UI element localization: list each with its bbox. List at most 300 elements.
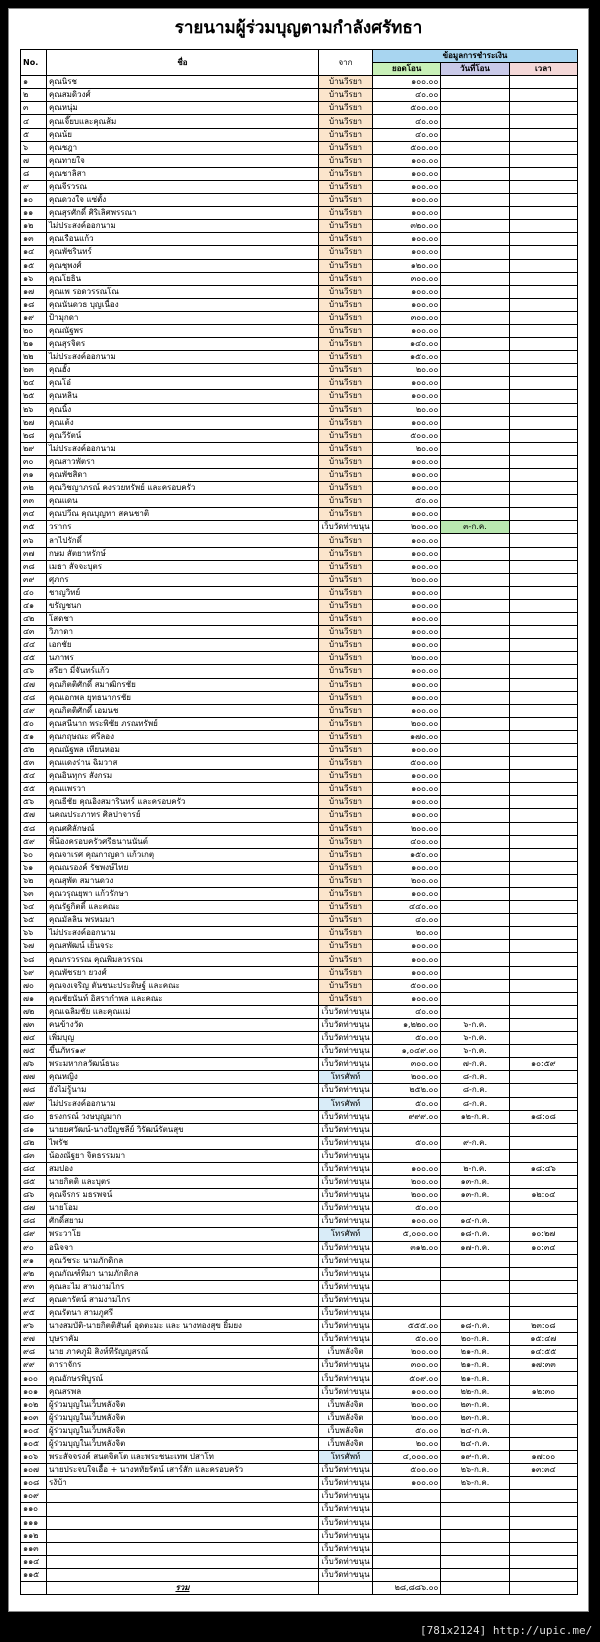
row-no: ๘๙ [21, 1228, 47, 1241]
row-time: ๑๐:๕๙ [509, 1058, 577, 1071]
row-date: ๑๓-ก.ค. [441, 1189, 509, 1202]
row-name [47, 1542, 319, 1555]
row-name: พระวาโย [47, 1228, 319, 1241]
row-time [509, 1477, 577, 1490]
row-date [441, 298, 509, 311]
row-time [509, 966, 577, 979]
row-date [441, 573, 509, 586]
row-time [509, 743, 577, 756]
table-row [21, 1490, 578, 1503]
row-time [509, 678, 577, 691]
table-row [21, 377, 578, 390]
row-no: ๙๕ [21, 1307, 47, 1320]
row-date [441, 469, 509, 482]
table-row [21, 796, 578, 809]
row-no: ๑๐๗ [21, 1464, 47, 1477]
header-name: ชื่อ [47, 50, 319, 76]
row-name: ป้ามุกดา [47, 311, 319, 324]
row-no: ๗๓ [21, 1018, 47, 1031]
row-no: ๖๘ [21, 953, 47, 966]
row-amount: ๒๐.๐๐ [373, 442, 441, 455]
row-date [441, 429, 509, 442]
row-name: คุณเพ รอดวรรณโณ [47, 285, 319, 298]
row-time [509, 364, 577, 377]
row-amount [373, 1280, 441, 1293]
row-no: ๑๑๐ [21, 1503, 47, 1516]
row-amount: ๕๐.๐๐ [373, 1136, 441, 1149]
row-no: ๔๔ [21, 639, 47, 652]
row-no: ๑๐๓ [21, 1411, 47, 1424]
row-name: คุณทายใจ [47, 154, 319, 167]
row-time [509, 285, 577, 298]
row-amount: ๔๔๐.๐๐ [373, 901, 441, 914]
row-no: ๗๘ [21, 1084, 47, 1097]
table-row [21, 1346, 578, 1359]
table-row [21, 482, 578, 495]
row-amount: ๔๐.๐๐ [373, 914, 441, 927]
row-no: ๔๓ [21, 626, 47, 639]
row-date [441, 966, 509, 979]
row-date [441, 102, 509, 115]
row-date: ๖-ก.ค. [441, 1018, 509, 1031]
row-no: ๑๑ [21, 207, 47, 220]
row-name: คุณพัชรินทร์ [47, 246, 319, 259]
row-name: คุณศศิลักษณ์ [47, 822, 319, 835]
row-no: ๙ [21, 180, 47, 193]
table-row [21, 1149, 578, 1162]
row-date [441, 403, 509, 416]
row-from: บ้านวีรยา [319, 508, 373, 521]
table-row [21, 285, 578, 298]
table-row [21, 1529, 578, 1542]
row-name: ยังไม่รู้นาม [47, 1084, 319, 1097]
row-no: ๓๑ [21, 469, 47, 482]
row-time [509, 1307, 577, 1320]
row-date [441, 783, 509, 796]
row-name [47, 1516, 319, 1529]
table-row [21, 888, 578, 901]
table-row [21, 1503, 578, 1516]
row-time [509, 573, 577, 586]
table-row [21, 613, 578, 626]
row-time [509, 1123, 577, 1136]
row-amount: ๔๐.๐๐ [373, 1005, 441, 1018]
row-from: บ้านวีรยา [319, 927, 373, 940]
row-no: ๑๕ [21, 259, 47, 272]
row-time: ๑๐:๒๗ [509, 1228, 577, 1241]
row-from: บ้านวีรยา [319, 822, 373, 835]
row-name: คุณณัฐพล เทียนหอม [47, 743, 319, 756]
row-time [509, 1215, 577, 1228]
table-row [21, 521, 578, 534]
row-date [441, 586, 509, 599]
row-from: บ้านวีรยา [319, 429, 373, 442]
row-date [441, 940, 509, 953]
row-date [441, 495, 509, 508]
row-no: ๘ [21, 167, 47, 180]
row-no: ๓๙ [21, 573, 47, 586]
table-row [21, 822, 578, 835]
row-date [441, 1254, 509, 1267]
document-sheet [8, 8, 589, 1612]
row-from: บ้านวีรยา [319, 534, 373, 547]
row-amount: ๑๐๐.๐๐ [373, 167, 441, 180]
row-from: บ้านวีรยา [319, 180, 373, 193]
table-row [21, 1372, 578, 1385]
row-name: ขรัญชนก [47, 599, 319, 612]
row-time [509, 1032, 577, 1045]
row-amount: ๑๐๐.๐๐ [373, 953, 441, 966]
row-time [509, 940, 577, 953]
row-amount: ๒๐๐.๐๐ [373, 1071, 441, 1084]
row-amount: ๒๐.๐๐ [373, 364, 441, 377]
row-no: ๕๓ [21, 757, 47, 770]
row-time [509, 599, 577, 612]
row-name: คุณสาวพัตรา [47, 455, 319, 468]
row-date [441, 979, 509, 992]
row-date: ๙-ก.ค. [441, 1136, 509, 1149]
row-date [441, 613, 509, 626]
row-time [509, 691, 577, 704]
table-row [21, 547, 578, 560]
row-from: เว็บพลังจิต [319, 1398, 373, 1411]
row-no: ๖๙ [21, 966, 47, 979]
row-no: ๔๑ [21, 599, 47, 612]
row-date [441, 914, 509, 927]
row-from: บ้านวีรยา [319, 102, 373, 115]
table-row [21, 639, 578, 652]
row-from: เว็บวัดท่าขนุน [319, 1385, 373, 1398]
row-time [509, 1018, 577, 1031]
row-no: ๗๖ [21, 1058, 47, 1071]
row-amount: ๑๐๐.๐๐ [373, 194, 441, 207]
row-no: ๙๓ [21, 1280, 47, 1293]
row-from: บ้านวีรยา [319, 560, 373, 573]
row-date [441, 1490, 509, 1503]
row-name: คุณชัยนันท์ อิสรากำพล และคณะ [47, 992, 319, 1005]
row-name: คุณกัณฑ์ทิมา นามภักดิกล [47, 1267, 319, 1280]
table-row [21, 953, 578, 966]
row-no: ๒๑ [21, 338, 47, 351]
row-time: ๑๐:๓๔ [509, 1241, 577, 1254]
row-no: ๙๙ [21, 1359, 47, 1372]
row-time [509, 547, 577, 560]
row-no: ๒๗ [21, 416, 47, 429]
row-amount: ๑๐๐.๐๐ [373, 626, 441, 639]
row-amount: ๓๐๐.๐๐ [373, 311, 441, 324]
row-date [441, 1005, 509, 1018]
table-row [21, 914, 578, 927]
row-from: บ้านวีรยา [319, 416, 373, 429]
row-time [509, 194, 577, 207]
row-name [47, 1555, 319, 1568]
row-time [509, 89, 577, 102]
row-amount: ๑๒๐.๐๐ [373, 259, 441, 272]
row-date [441, 246, 509, 259]
row-amount: ๒๐๐.๐๐ [373, 717, 441, 730]
row-no: ๑๖ [21, 272, 47, 285]
row-time [509, 1516, 577, 1529]
header-no: No. [21, 50, 47, 76]
row-date [441, 1293, 509, 1306]
table-body [21, 76, 578, 1582]
row-from: เว็บวัดท่าขนุน [319, 1254, 373, 1267]
row-amount: ๑๕๐.๐๐ [373, 848, 441, 861]
row-time [509, 704, 577, 717]
row-amount: ๑๐๐.๐๐ [373, 285, 441, 298]
row-date: ๒๑-ก.ค. [441, 1359, 509, 1372]
row-name: ธรงกรณ์ วงษบุญมาก [47, 1110, 319, 1123]
row-from: เว็บวัดท่าขนุน [319, 1529, 373, 1542]
table-row [21, 508, 578, 521]
row-name: คุณปวีณ คุณบุญทา สคนชาติ [47, 508, 319, 521]
row-time [509, 730, 577, 743]
row-no: ๙๖ [21, 1320, 47, 1333]
row-amount: ๕๐.๐๐ [373, 495, 441, 508]
row-date [441, 482, 509, 495]
row-from: เว็บวัดท่าขนุน [319, 1555, 373, 1568]
row-from: บ้านวีรยา [319, 796, 373, 809]
table-row [21, 364, 578, 377]
row-no: ๙๑ [21, 1254, 47, 1267]
table-row [21, 311, 578, 324]
row-from: เว็บวัดท่าขนุน [319, 1110, 373, 1123]
table-row [21, 455, 578, 468]
row-name: คุณวัชระ นามภักดิกล [47, 1254, 319, 1267]
table-row [21, 1110, 578, 1123]
row-amount [373, 1123, 441, 1136]
row-no: ๘๓ [21, 1149, 47, 1162]
row-time [509, 1293, 577, 1306]
row-no: ๕๗ [21, 809, 47, 822]
header-time: เวลา [509, 63, 577, 76]
row-time [509, 416, 577, 429]
row-no: ๑๑๑ [21, 1516, 47, 1529]
row-from: โทรศัพท์ [319, 1228, 373, 1241]
row-amount: ๑๐๐.๐๐ [373, 783, 441, 796]
row-from: เว็บวัดท่าขนุน [319, 1005, 373, 1018]
row-date [441, 128, 509, 141]
row-from: บ้านวีรยา [319, 757, 373, 770]
row-name: สมปอง [47, 1162, 319, 1175]
row-time [509, 1398, 577, 1411]
row-name: เพิ่มบุญ [47, 1032, 319, 1045]
row-from: บ้านวีรยา [319, 390, 373, 403]
row-time [509, 220, 577, 233]
row-date [441, 1280, 509, 1293]
row-time [509, 377, 577, 390]
row-time [509, 835, 577, 848]
row-from: บ้านวีรยา [319, 364, 373, 377]
row-from: บ้านวีรยา [319, 272, 373, 285]
row-amount: ๑๐๐.๐๐ [373, 455, 441, 468]
row-from: เว็บวัดท่าขนุน [319, 1477, 373, 1490]
row-time [509, 1084, 577, 1097]
total-blank [21, 1581, 47, 1594]
row-time: ๑๒:๓๐ [509, 1385, 577, 1398]
row-from: บ้านวีรยา [319, 652, 373, 665]
row-name: พี่น้องครอบครัวศรีธนานนันต์ [47, 835, 319, 848]
row-amount [373, 1490, 441, 1503]
row-amount: ๑๗๐.๐๐ [373, 730, 441, 743]
row-from: เว็บวัดท่าขนุน [319, 1490, 373, 1503]
table-row [21, 233, 578, 246]
row-no: ๗๕ [21, 1045, 47, 1058]
row-name: คุณวิชญาภรณ์ คงรวยทรัพย์ และครอบครัว [47, 482, 319, 495]
table-row [21, 704, 578, 717]
row-date: ๖-ก.ค. [441, 1032, 509, 1045]
table-row [21, 1424, 578, 1437]
row-date [441, 1202, 509, 1215]
row-amount [373, 1542, 441, 1555]
header-row-1 [21, 50, 578, 63]
row-date [441, 207, 509, 220]
row-name: คุณเต้ง [47, 416, 319, 429]
row-amount: ๕๐.๐๐ [373, 1097, 441, 1110]
row-amount: ๑๐๐.๐๐ [373, 469, 441, 482]
row-from: บ้านวีรยา [319, 128, 373, 141]
row-no: ๘๐ [21, 1110, 47, 1123]
row-amount: ๕๐๐.๐๐ [373, 141, 441, 154]
row-date [441, 377, 509, 390]
row-date: ๒๖-ก.ค. [441, 1464, 509, 1477]
row-date [441, 861, 509, 874]
row-time [509, 901, 577, 914]
table-row [21, 141, 578, 154]
row-no: ๖๑ [21, 861, 47, 874]
row-no: ๓๔ [21, 508, 47, 521]
row-date [441, 89, 509, 102]
row-amount: ๔๐.๐๐ [373, 89, 441, 102]
row-amount: ๕๐๐.๐๐ [373, 1464, 441, 1477]
row-date [441, 757, 509, 770]
row-from: เว็บวัดท่าขนุน [319, 1058, 373, 1071]
row-amount [373, 1254, 441, 1267]
table-row [21, 390, 578, 403]
table-row [21, 1045, 578, 1058]
row-date [441, 796, 509, 809]
row-amount: ๕๐.๐๐ [373, 1032, 441, 1045]
table-row [21, 76, 578, 89]
table-row [21, 298, 578, 311]
row-time [509, 757, 577, 770]
row-no: ๓๘ [21, 560, 47, 573]
row-amount: ๓๑๒.๐๐ [373, 1241, 441, 1254]
row-name: คุณสุพัต สมานดวง [47, 874, 319, 887]
row-date [441, 927, 509, 940]
row-no: ๑๗ [21, 285, 47, 298]
row-name: คุณจีรกร มธรพจน์ [47, 1189, 319, 1202]
row-no: ๘๕ [21, 1176, 47, 1189]
row-amount: ๑,๒๒๐.๐๐ [373, 1018, 441, 1031]
row-time [509, 1267, 577, 1280]
row-no: ๗๐ [21, 979, 47, 992]
row-date: ๒๔-ก.ค. [441, 1437, 509, 1450]
row-amount: ๕๕๕.๐๐ [373, 1320, 441, 1333]
table-row [21, 874, 578, 887]
row-name: บุษราคัม [47, 1333, 319, 1346]
row-date: ๒๓-ก.ค. [441, 1411, 509, 1424]
table-row [21, 835, 578, 848]
row-no: ๒๒ [21, 351, 47, 364]
row-name: พระสัจจรงค์ สนตจิตโต และพระชนะเทพ ปสาโท [47, 1451, 319, 1464]
table-row [21, 1398, 578, 1411]
page-title: รายนามผู้ร่วมบุญตามกำลังศรัทธา [174, 18, 423, 38]
row-amount: ๔๐.๐๐ [373, 115, 441, 128]
row-time [509, 442, 577, 455]
row-date [441, 1307, 509, 1320]
row-from: บ้านวีรยา [319, 743, 373, 756]
row-no: ๑๐๘ [21, 1477, 47, 1490]
row-from: บ้านวีรยา [319, 351, 373, 364]
row-time [509, 534, 577, 547]
row-no: ๖๗ [21, 940, 47, 953]
row-name: นภาพร [47, 652, 319, 665]
row-date [441, 311, 509, 324]
row-amount: ๕๐.๐๐ [373, 1202, 441, 1215]
row-time [509, 560, 577, 573]
table-row [21, 757, 578, 770]
row-date [441, 1123, 509, 1136]
table-row [21, 89, 578, 102]
row-amount: ๓๒๐.๐๐ [373, 220, 441, 233]
row-name: นายโอม [47, 1202, 319, 1215]
table-row [21, 207, 578, 220]
row-name: คุณรัฐกิตติ์ และคณะ [47, 901, 319, 914]
row-amount: ๕๐๐.๐๐ [373, 429, 441, 442]
row-name: นคณประภาทร ศิลปาจารย์ [47, 809, 319, 822]
row-from: บ้านวีรยา [319, 167, 373, 180]
row-date [441, 652, 509, 665]
row-from: บ้านวีรยา [319, 678, 373, 691]
row-name [47, 1503, 319, 1516]
row-time [509, 180, 577, 193]
row-no: ๒๐ [21, 324, 47, 337]
row-from: เว็บพลังจิต [319, 1424, 373, 1437]
row-amount [373, 1267, 441, 1280]
row-amount: ๑๐๐.๐๐ [373, 390, 441, 403]
row-no: ๓๐ [21, 455, 47, 468]
row-date: ๖-ก.ค. [441, 1045, 509, 1058]
table-row [21, 1320, 578, 1333]
row-from: บ้านวีรยา [319, 141, 373, 154]
row-no: ๕๐ [21, 717, 47, 730]
row-from: บ้านวีรยา [319, 665, 373, 678]
row-amount: ๑๐๐.๐๐ [373, 796, 441, 809]
row-no: ๑๐๑ [21, 1385, 47, 1398]
row-no: ๑ [21, 76, 47, 89]
table-row [21, 1084, 578, 1097]
row-no: ๑๙ [21, 311, 47, 324]
row-time [509, 390, 577, 403]
table-row [21, 429, 578, 442]
row-amount: ๑๐๐.๐๐ [373, 861, 441, 874]
row-date [441, 770, 509, 783]
row-from: เว็บวัดท่าขนุน [319, 1136, 373, 1149]
row-name: รงับ้า [47, 1477, 319, 1490]
row-amount: ๕๐๐.๐๐ [373, 102, 441, 115]
row-no: ๓๓ [21, 495, 47, 508]
row-name: คุณอินทุกร สังกรม [47, 770, 319, 783]
row-name: เมธา สัจจะบุตร [47, 560, 319, 573]
row-amount: ๑๐๐.๐๐ [373, 482, 441, 495]
row-time [509, 272, 577, 285]
row-name: เอกชัย [47, 639, 319, 652]
row-name: คุณสุรจิตร [47, 338, 319, 351]
row-date [441, 220, 509, 233]
row-no: ๕๙ [21, 835, 47, 848]
row-no: ๖๒ [21, 874, 47, 887]
